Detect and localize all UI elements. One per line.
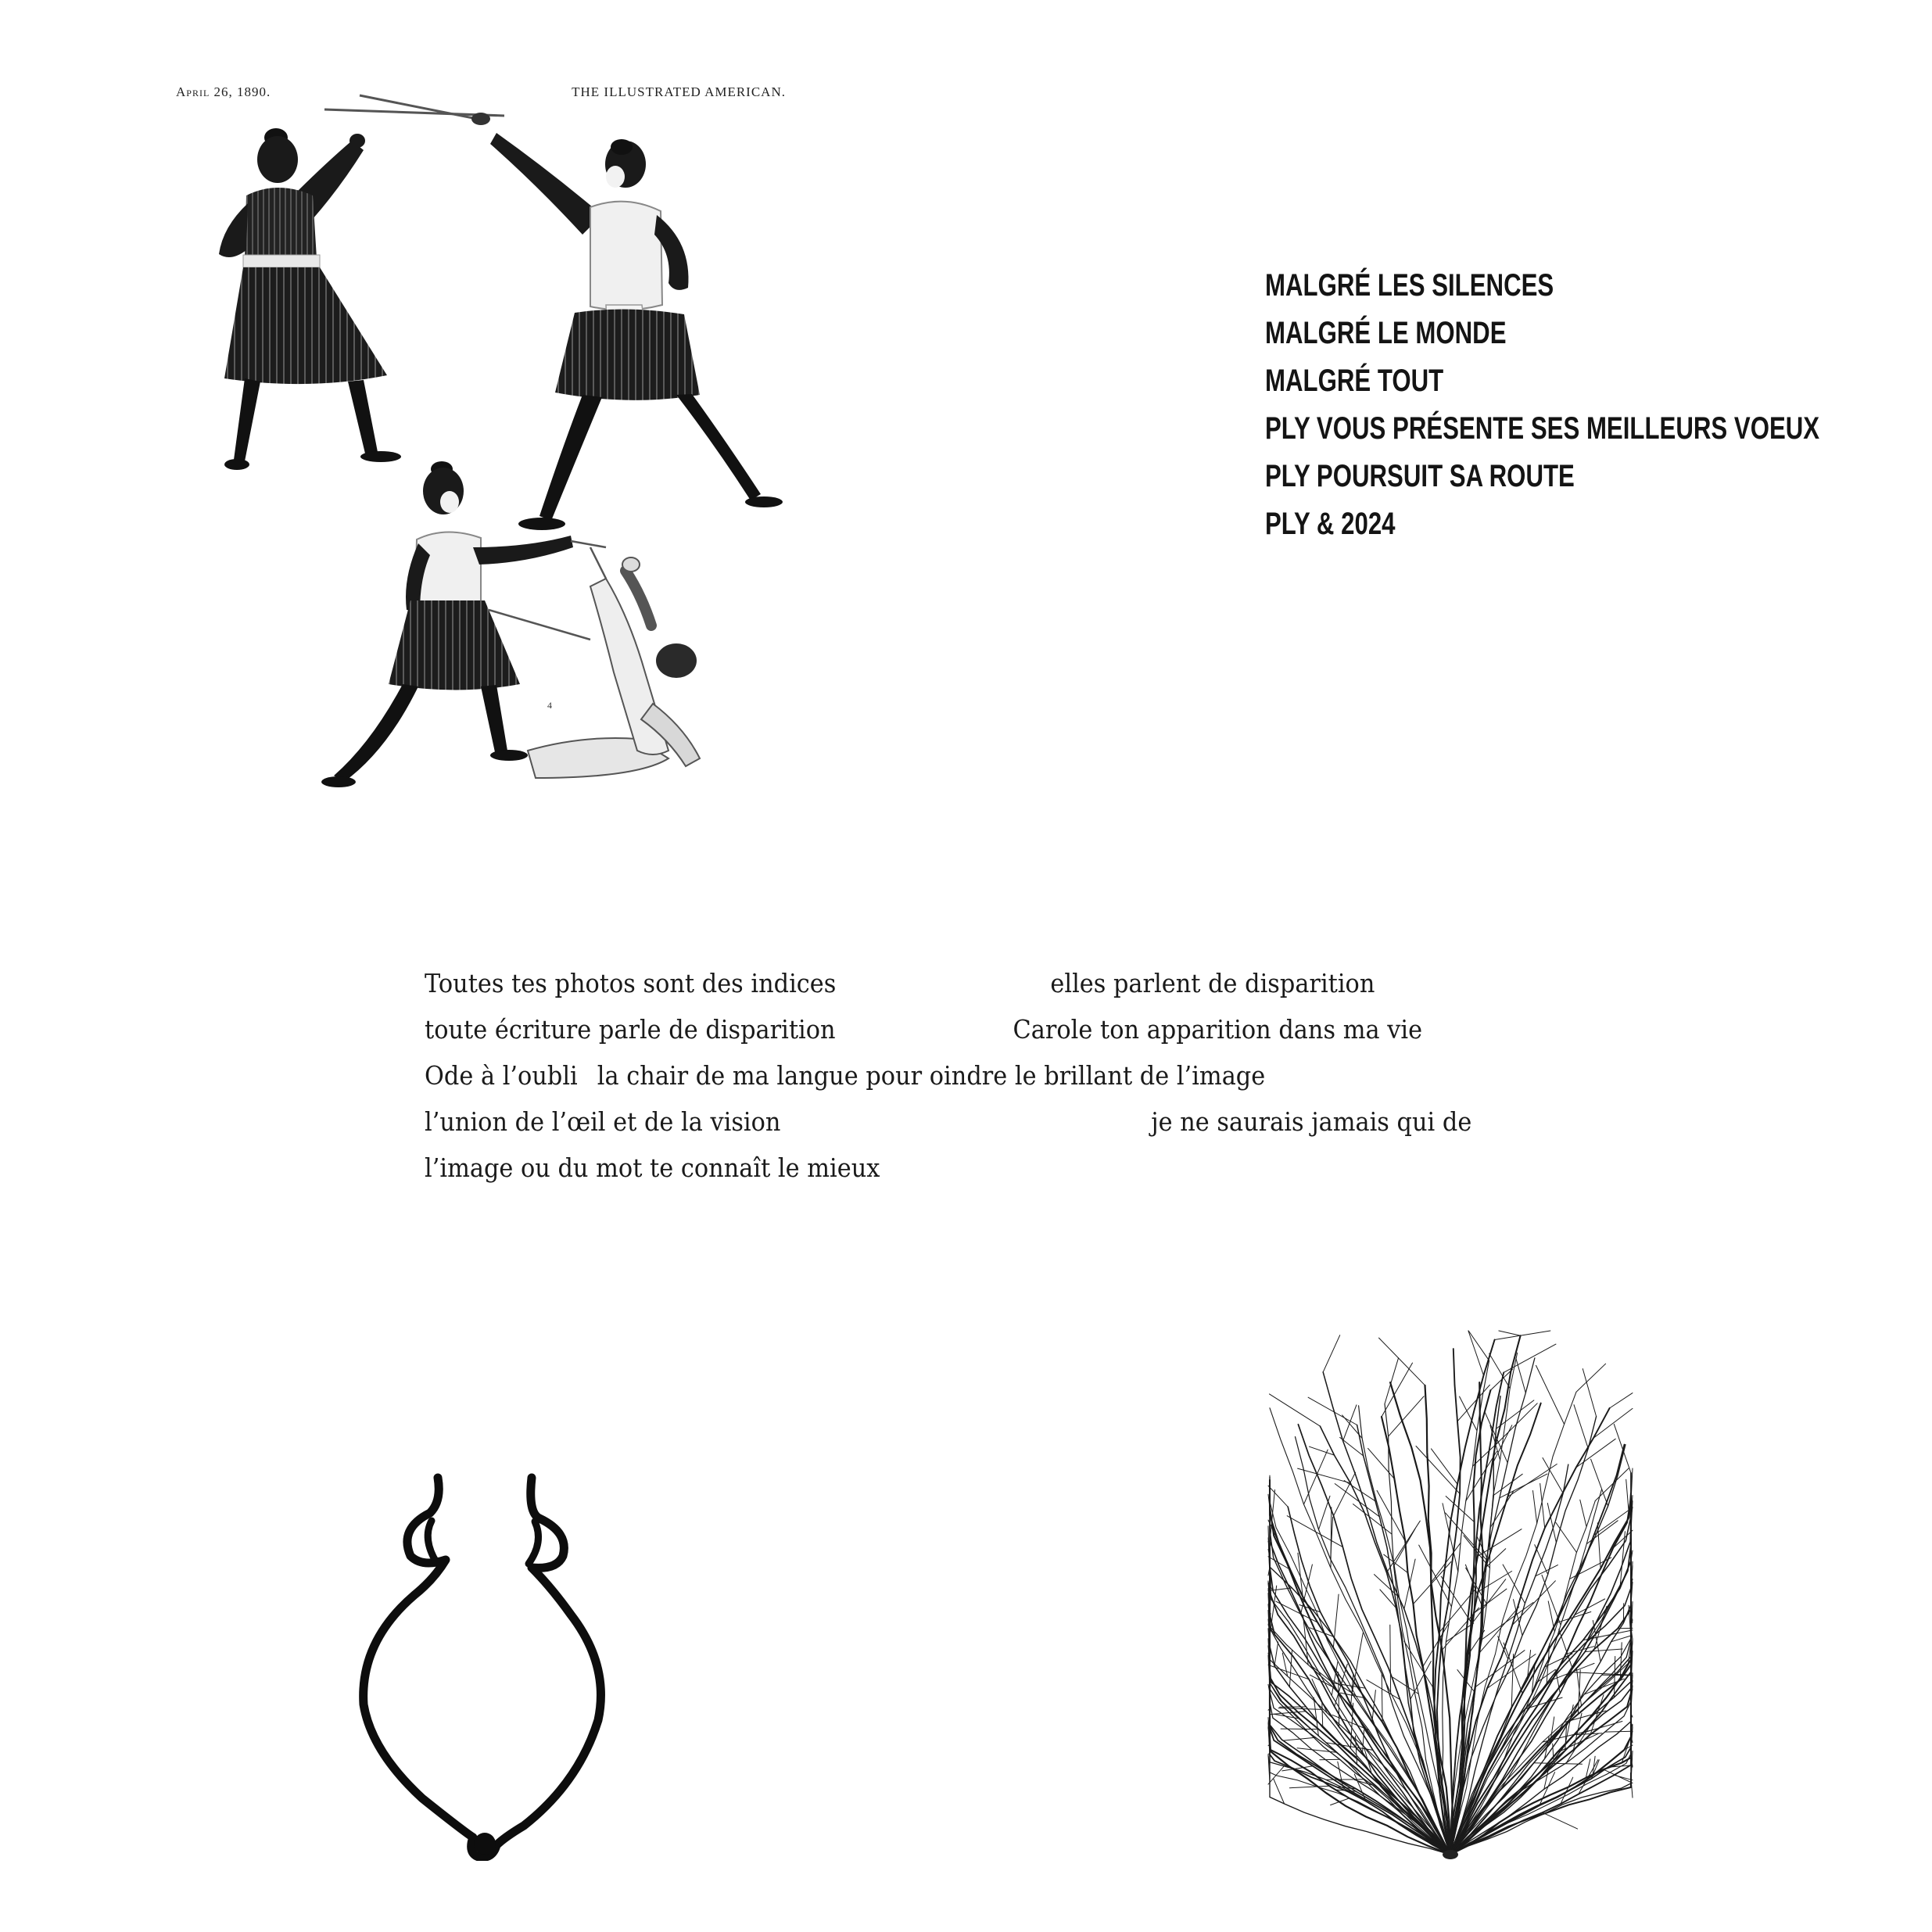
- bush-twig: [1331, 1507, 1332, 1568]
- bush-twig: [1576, 1364, 1606, 1392]
- greeting-line: MALGRÉ TOUT: [1265, 364, 1444, 398]
- bush-twig: [1308, 1397, 1357, 1425]
- bush-twig: [1343, 1405, 1357, 1441]
- bush-twig: [1367, 1680, 1400, 1700]
- bush-twig: [1289, 1786, 1329, 1787]
- bush-stem: [1450, 1539, 1631, 1855]
- fencer-bottom: [321, 461, 606, 787]
- bush-twig: [1604, 1769, 1633, 1783]
- plate-number: 4: [547, 700, 552, 711]
- bush-twig: [1597, 1523, 1600, 1569]
- bush-twig: [1496, 1400, 1534, 1429]
- engraving-date: April 26, 1890.: [176, 84, 271, 99]
- bush-stem: [1270, 1592, 1450, 1855]
- bush-twig: [1468, 1331, 1484, 1375]
- bush-twig: [1543, 1458, 1563, 1493]
- bush-twig: [1557, 1733, 1600, 1753]
- bush-twig: [1382, 1363, 1413, 1417]
- bush-twig: [1284, 1737, 1316, 1740]
- bush-twig: [1460, 1396, 1477, 1431]
- poem-line: [425, 1006, 1504, 1052]
- bush-twig: [1474, 1589, 1507, 1613]
- bush-twig: [1583, 1369, 1596, 1417]
- bush-twig: [1498, 1636, 1508, 1659]
- poem-line-left: Ode à l’oubli: [425, 1060, 578, 1091]
- poem-line-right: elles parlent de disparition: [1050, 968, 1375, 998]
- greeting-line: PLY POURSUIT SA ROUTE: [1265, 459, 1575, 493]
- bush-twig: [1504, 1643, 1522, 1694]
- bush-twig: [1416, 1446, 1460, 1494]
- poem-line-right: la chair de ma langue pour oindre le brillant de l’image: [597, 1060, 1266, 1091]
- greeting-lines: [1265, 262, 1820, 548]
- bush-stem: [1357, 1425, 1450, 1855]
- bush-twig: [1614, 1424, 1631, 1473]
- poem-line: [425, 1099, 1504, 1145]
- bush-twig: [1576, 1439, 1616, 1468]
- amphora-outline-icon: [344, 1470, 625, 1861]
- bush-twig: [1468, 1331, 1489, 1360]
- bush-twig: [1493, 1474, 1523, 1496]
- bush-twig: [1322, 1702, 1323, 1726]
- fencers-illustration: [168, 78, 794, 813]
- bush-twig: [1585, 1649, 1622, 1652]
- bush-twig: [1270, 1394, 1321, 1426]
- bush-twig: [1533, 1491, 1537, 1524]
- engraving-publication: THE ILLUSTRATED AMERICAN.: [572, 84, 786, 99]
- fencing-engraving: [168, 78, 794, 813]
- fencer-fallen: [528, 557, 700, 778]
- bush-twig: [1580, 1500, 1586, 1527]
- poem-line-right: je ne saurais jamais qui de: [1151, 1106, 1472, 1137]
- poem-line: [425, 960, 1504, 1006]
- bush-twig: [1610, 1393, 1633, 1408]
- bush-twig: [1354, 1774, 1366, 1801]
- greeting-line: PLY & 2024: [1265, 507, 1396, 541]
- bush-twig: [1385, 1358, 1399, 1404]
- bush-twig: [1593, 1408, 1633, 1438]
- fencer-left: [219, 128, 401, 470]
- greeting-line: MALGRÉ LE MONDE: [1265, 316, 1507, 350]
- bush-twig: [1573, 1672, 1630, 1675]
- bush-twig: [1536, 1365, 1565, 1424]
- fencer-right: [490, 133, 783, 530]
- bush-twig: [1586, 1521, 1618, 1544]
- bush-twig: [1540, 1772, 1555, 1805]
- poem-line-left: toute écriture parle de disparition: [425, 1014, 836, 1045]
- poem-line: [425, 1145, 1504, 1191]
- bush-twig: [1320, 1759, 1340, 1760]
- poem-line: [425, 1052, 1504, 1099]
- bush-twig: [1479, 1607, 1519, 1654]
- bush-twig: [1390, 1625, 1391, 1693]
- poem-line-right: Carole ton apparition dans ma vie: [1013, 1014, 1423, 1045]
- poem-line-left: l’union de l’œil et de la vision: [425, 1106, 781, 1137]
- poem: [425, 960, 1504, 1191]
- bush-twig: [1499, 1331, 1521, 1335]
- greeting-line: PLY VOUS PRÉSENTE SES MEILLEURS VOEUX: [1265, 411, 1820, 446]
- bush-twig: [1331, 1798, 1350, 1805]
- bush-twig: [1574, 1405, 1588, 1449]
- bush-twig: [1323, 1335, 1340, 1372]
- bush-twig: [1591, 1459, 1608, 1506]
- bush-twig: [1543, 1812, 1578, 1829]
- bush-twig: [1304, 1450, 1328, 1504]
- bush-twig: [1504, 1344, 1556, 1372]
- poem-line-left: l’image ou du mot te connaît le mieux: [425, 1152, 880, 1183]
- bush-twig: [1274, 1642, 1278, 1666]
- bush-twig: [1268, 1486, 1288, 1507]
- bush-twig: [1507, 1464, 1557, 1497]
- bush-twig: [1556, 1523, 1576, 1553]
- poem-line-left: Toutes tes photos sont des indices: [425, 968, 837, 998]
- greeting-line: MALGRÉ LES SILENCES: [1265, 268, 1554, 303]
- bush-twig: [1503, 1565, 1525, 1604]
- bush-twig: [1379, 1338, 1425, 1385]
- branching-bush-drawing: [1267, 1329, 1634, 1869]
- bush-twig: [1542, 1575, 1561, 1625]
